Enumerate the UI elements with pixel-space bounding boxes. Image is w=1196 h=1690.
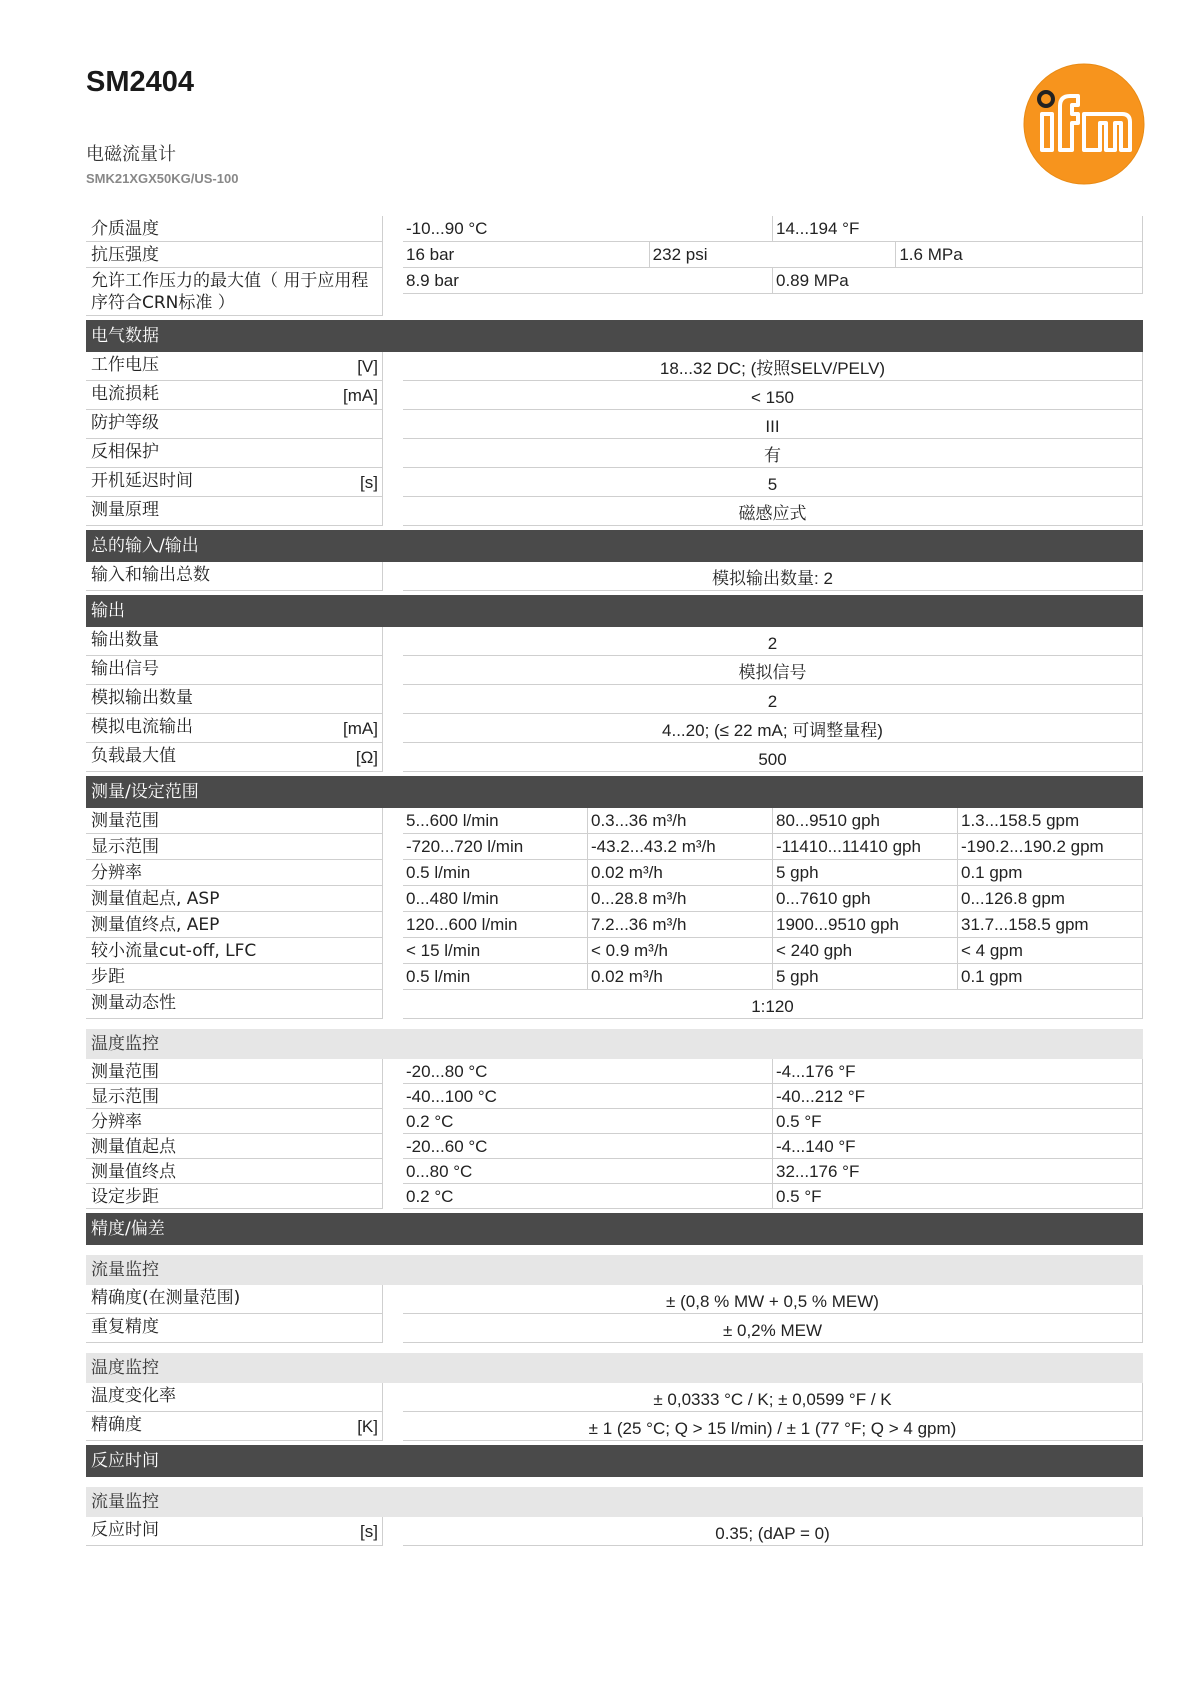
spec-value: < 15 l/min [403,938,588,964]
spec-value: -4...140 °F [773,1134,1143,1159]
section-header: 反应时间 [86,1445,1143,1477]
spec-value: 120...600 l/min [403,912,588,938]
spec-row [86,562,1143,591]
spec-value: -40...100 °C [403,1084,773,1109]
spec-label: 较小流量cut-off, LFC [86,938,383,964]
section-header: 电气数据 [86,320,1143,352]
spec-value: -720...720 l/min [403,834,588,860]
spec-label: 测量原理 [86,497,383,526]
spec-label: 测量值终点 [86,1159,383,1184]
spec-value: 4...20; (≤ 22 mA; 可调整量程) [403,714,1143,743]
spec-value: < 4 gpm [958,938,1143,964]
spec-row [86,1059,1143,1084]
spec-value: 0.35; (dAP = 0) [403,1517,1143,1546]
spec-values [403,1184,1143,1209]
spec-unit: [K] [357,1417,378,1436]
spec-value: 0...126.8 gpm [958,886,1143,912]
spec-values [403,1517,1143,1546]
spec-value: -10...90 °C [403,216,773,242]
spec-label: 步距 [86,964,383,990]
spec-value: 0...480 l/min [403,886,588,912]
spec-value: 0.2 °C [403,1109,773,1134]
spec-values [403,497,1143,526]
product-subtitle: 电磁流量计 [86,144,176,165]
spec-value: -11410...11410 gph [773,834,958,860]
spec-label: 测量值终点, AEP [86,912,383,938]
spec-values [403,860,1143,886]
spec-row [86,1314,1143,1343]
spec-row [86,938,1143,964]
spec-row [86,352,1143,381]
spec-row [86,714,1143,743]
spec-values [403,268,1143,294]
spec-values [403,964,1143,990]
spec-label: 分辨率 [86,860,383,886]
spec-value: 0.5 l/min [403,860,588,886]
spec-value: 模拟信号 [403,656,1143,685]
spec-row [86,834,1143,860]
spec-label: 反相保护 [86,439,383,468]
spec-row [86,1383,1143,1412]
spec-label: 输出信号 [86,656,383,685]
product-code: SMK21XGX50KG/US-100 [86,171,239,186]
spec-values [403,886,1143,912]
spec-values [403,808,1143,834]
spec-label: 测量值起点, ASP [86,886,383,912]
spec-label: 抗压强度 [86,242,383,268]
spec-values [403,627,1143,656]
spec-values [403,834,1143,860]
spec-unit: [Ω] [355,748,378,767]
spec-table [86,216,1143,1546]
spec-row [86,860,1143,886]
spec-value: -20...80 °C [403,1059,773,1084]
spec-value: 1.3...158.5 gpm [958,808,1143,834]
spec-values [403,1383,1143,1412]
spec-label: 介质温度 [86,216,383,242]
spec-unit: [mA] [343,386,378,405]
spec-value: -43.2...43.2 m³/h [588,834,773,860]
spec-label: 工作电压 [V] [86,352,383,381]
spec-label: 测量范围 [86,1059,383,1084]
spec-value: 14...194 °F [773,216,1143,242]
spec-value: 5 [403,468,1143,497]
spec-values [403,1159,1143,1184]
spec-values [403,410,1143,439]
spec-value: 0.02 m³/h [588,964,773,990]
spec-row [86,410,1143,439]
spec-row [86,685,1143,714]
spec-value: 0.3...36 m³/h [588,808,773,834]
spec-label: 输出数量 [86,627,383,656]
spec-label: 模拟输出数量 [86,685,383,714]
spec-values [403,439,1143,468]
spec-value: -4...176 °F [773,1059,1143,1084]
spec-value: 0.02 m³/h [588,860,773,886]
spec-value: 0...80 °C [403,1159,773,1184]
spec-unit: [s] [360,1522,378,1541]
spec-values [403,1084,1143,1109]
spec-values [403,381,1143,410]
spec-row [86,468,1143,497]
spec-value: 0.5 °F [773,1184,1143,1209]
spec-value: 0.89 MPa [773,268,1143,294]
spec-row [86,1285,1143,1314]
spec-value: 有 [403,439,1143,468]
spec-value: ± 1 (25 °C; Q > 15 l/min) / ± 1 (77 °F; Q > 4 gpm) [403,1412,1143,1441]
spec-value: 磁感应式 [403,497,1143,526]
spec-unit: [mA] [343,719,378,738]
spec-label: 显示范围 [86,1084,383,1109]
spec-label: 电流损耗 [mA] [86,381,383,410]
spec-row [86,808,1143,834]
spec-value: 232 psi [650,242,897,268]
spec-row [86,439,1143,468]
subsection-header: 流量监控 [86,1255,1143,1285]
spec-value: -20...60 °C [403,1134,773,1159]
spec-value: 模拟输出数量: 2 [403,562,1143,591]
spec-value: ± 0,2% MEW [403,1314,1143,1343]
spec-row [86,268,1143,316]
spec-values [403,216,1143,242]
spec-value: 1:120 [403,990,1143,1019]
spec-values [403,1059,1143,1084]
spec-row [86,1412,1143,1441]
spec-value: 1900...9510 gph [773,912,958,938]
spec-values [403,1134,1143,1159]
spec-label: 防护等级 [86,410,383,439]
spec-label: 测量范围 [86,808,383,834]
spec-value: 5 gph [773,964,958,990]
spec-values [403,352,1143,381]
spec-value: 2 [403,685,1143,714]
spec-label: 精确度(在测量范围) [86,1285,383,1314]
spec-label: 测量动态性 [86,990,383,1019]
spec-value: 0.2 °C [403,1184,773,1209]
spec-value: 0.1 gpm [958,860,1143,886]
spec-value: 80...9510 gph [773,808,958,834]
spec-unit: [V] [357,357,378,376]
spec-value: 16 bar [403,242,650,268]
spec-row [86,1134,1143,1159]
spec-row [86,242,1143,268]
spec-values [403,685,1143,714]
spec-values [403,468,1143,497]
section-header: 测量/设定范围 [86,776,1143,808]
spec-row [86,1184,1143,1209]
spec-values [403,938,1143,964]
section-header: 输出 [86,595,1143,627]
spec-value: 7.2...36 m³/h [588,912,773,938]
spec-value: 31.7...158.5 gpm [958,912,1143,938]
section-header: 总的输入/输出 [86,530,1143,562]
spec-value: 0.5 °F [773,1109,1143,1134]
spec-values [403,743,1143,772]
spec-label: 允许工作压力的最大值（ 用于应用程序符合CRN标准 ） [86,268,383,316]
spec-row [86,656,1143,685]
spec-value: 18...32 DC; (按照SELV/PELV) [403,352,1143,381]
spec-row [86,1517,1143,1546]
spec-value: 0...7610 gph [773,886,958,912]
spec-row [86,1109,1143,1134]
spec-value: -190.2...190.2 gpm [958,834,1143,860]
spec-value: 32...176 °F [773,1159,1143,1184]
spec-row [86,627,1143,656]
spec-value: 1.6 MPa [896,242,1143,268]
spec-value: < 150 [403,381,1143,410]
spec-row [86,912,1143,938]
subsection-header: 温度监控 [86,1353,1143,1383]
spec-values [403,1314,1143,1343]
spec-value: < 240 gph [773,938,958,964]
spec-label: 开机延迟时间 [s] [86,468,383,497]
spec-row [86,964,1143,990]
spec-label: 温度变化率 [86,1383,383,1412]
subsection-header: 温度监控 [86,1029,1143,1059]
spec-label: 分辨率 [86,1109,383,1134]
spec-row [86,381,1143,410]
spec-values [403,990,1143,1019]
spec-values [403,656,1143,685]
spec-row [86,743,1143,772]
spec-label: 精确度 [K] [86,1412,383,1441]
spec-values [403,242,1143,268]
spec-value: 2 [403,627,1143,656]
spec-label: 输入和输出总数 [86,562,383,591]
spec-value: 0.5 l/min [403,964,588,990]
spec-row [86,497,1143,526]
spec-value: 500 [403,743,1143,772]
spec-value: 5...600 l/min [403,808,588,834]
spec-values [403,912,1143,938]
spec-row [86,990,1143,1019]
spec-row [86,1084,1143,1109]
spec-values [403,714,1143,743]
spec-label: 负载最大值 [Ω] [86,743,383,772]
subsection-header: 流量监控 [86,1487,1143,1517]
section-header: 精度/偏差 [86,1213,1143,1245]
ifm-logo-icon [1022,62,1146,186]
spec-value: 0.1 gpm [958,964,1143,990]
spec-label: 设定步距 [86,1184,383,1209]
spec-label: 反应时间 [s] [86,1517,383,1546]
spec-row [86,1159,1143,1184]
spec-label: 显示范围 [86,834,383,860]
spec-value: < 0.9 m³/h [588,938,773,964]
spec-values [403,1412,1143,1441]
spec-values [403,1109,1143,1134]
spec-label: 模拟电流输出 [mA] [86,714,383,743]
spec-row [86,216,1143,242]
product-title: SM2404 [86,66,195,98]
spec-value: 0...28.8 m³/h [588,886,773,912]
spec-label: 重复精度 [86,1314,383,1343]
spec-value: 5 gph [773,860,958,886]
spec-unit: [s] [360,473,378,492]
spec-value: ± 0,0333 °C / K; ± 0,0599 °F / K [403,1383,1143,1412]
spec-value: ± (0,8 % MW + 0,5 % MEW) [403,1285,1143,1314]
spec-value: -40...212 °F [773,1084,1143,1109]
spec-row [86,886,1143,912]
spec-value: 8.9 bar [403,268,773,294]
spec-values [403,562,1143,591]
spec-value: III [403,410,1143,439]
spec-label: 测量值起点 [86,1134,383,1159]
spec-values [403,1285,1143,1314]
